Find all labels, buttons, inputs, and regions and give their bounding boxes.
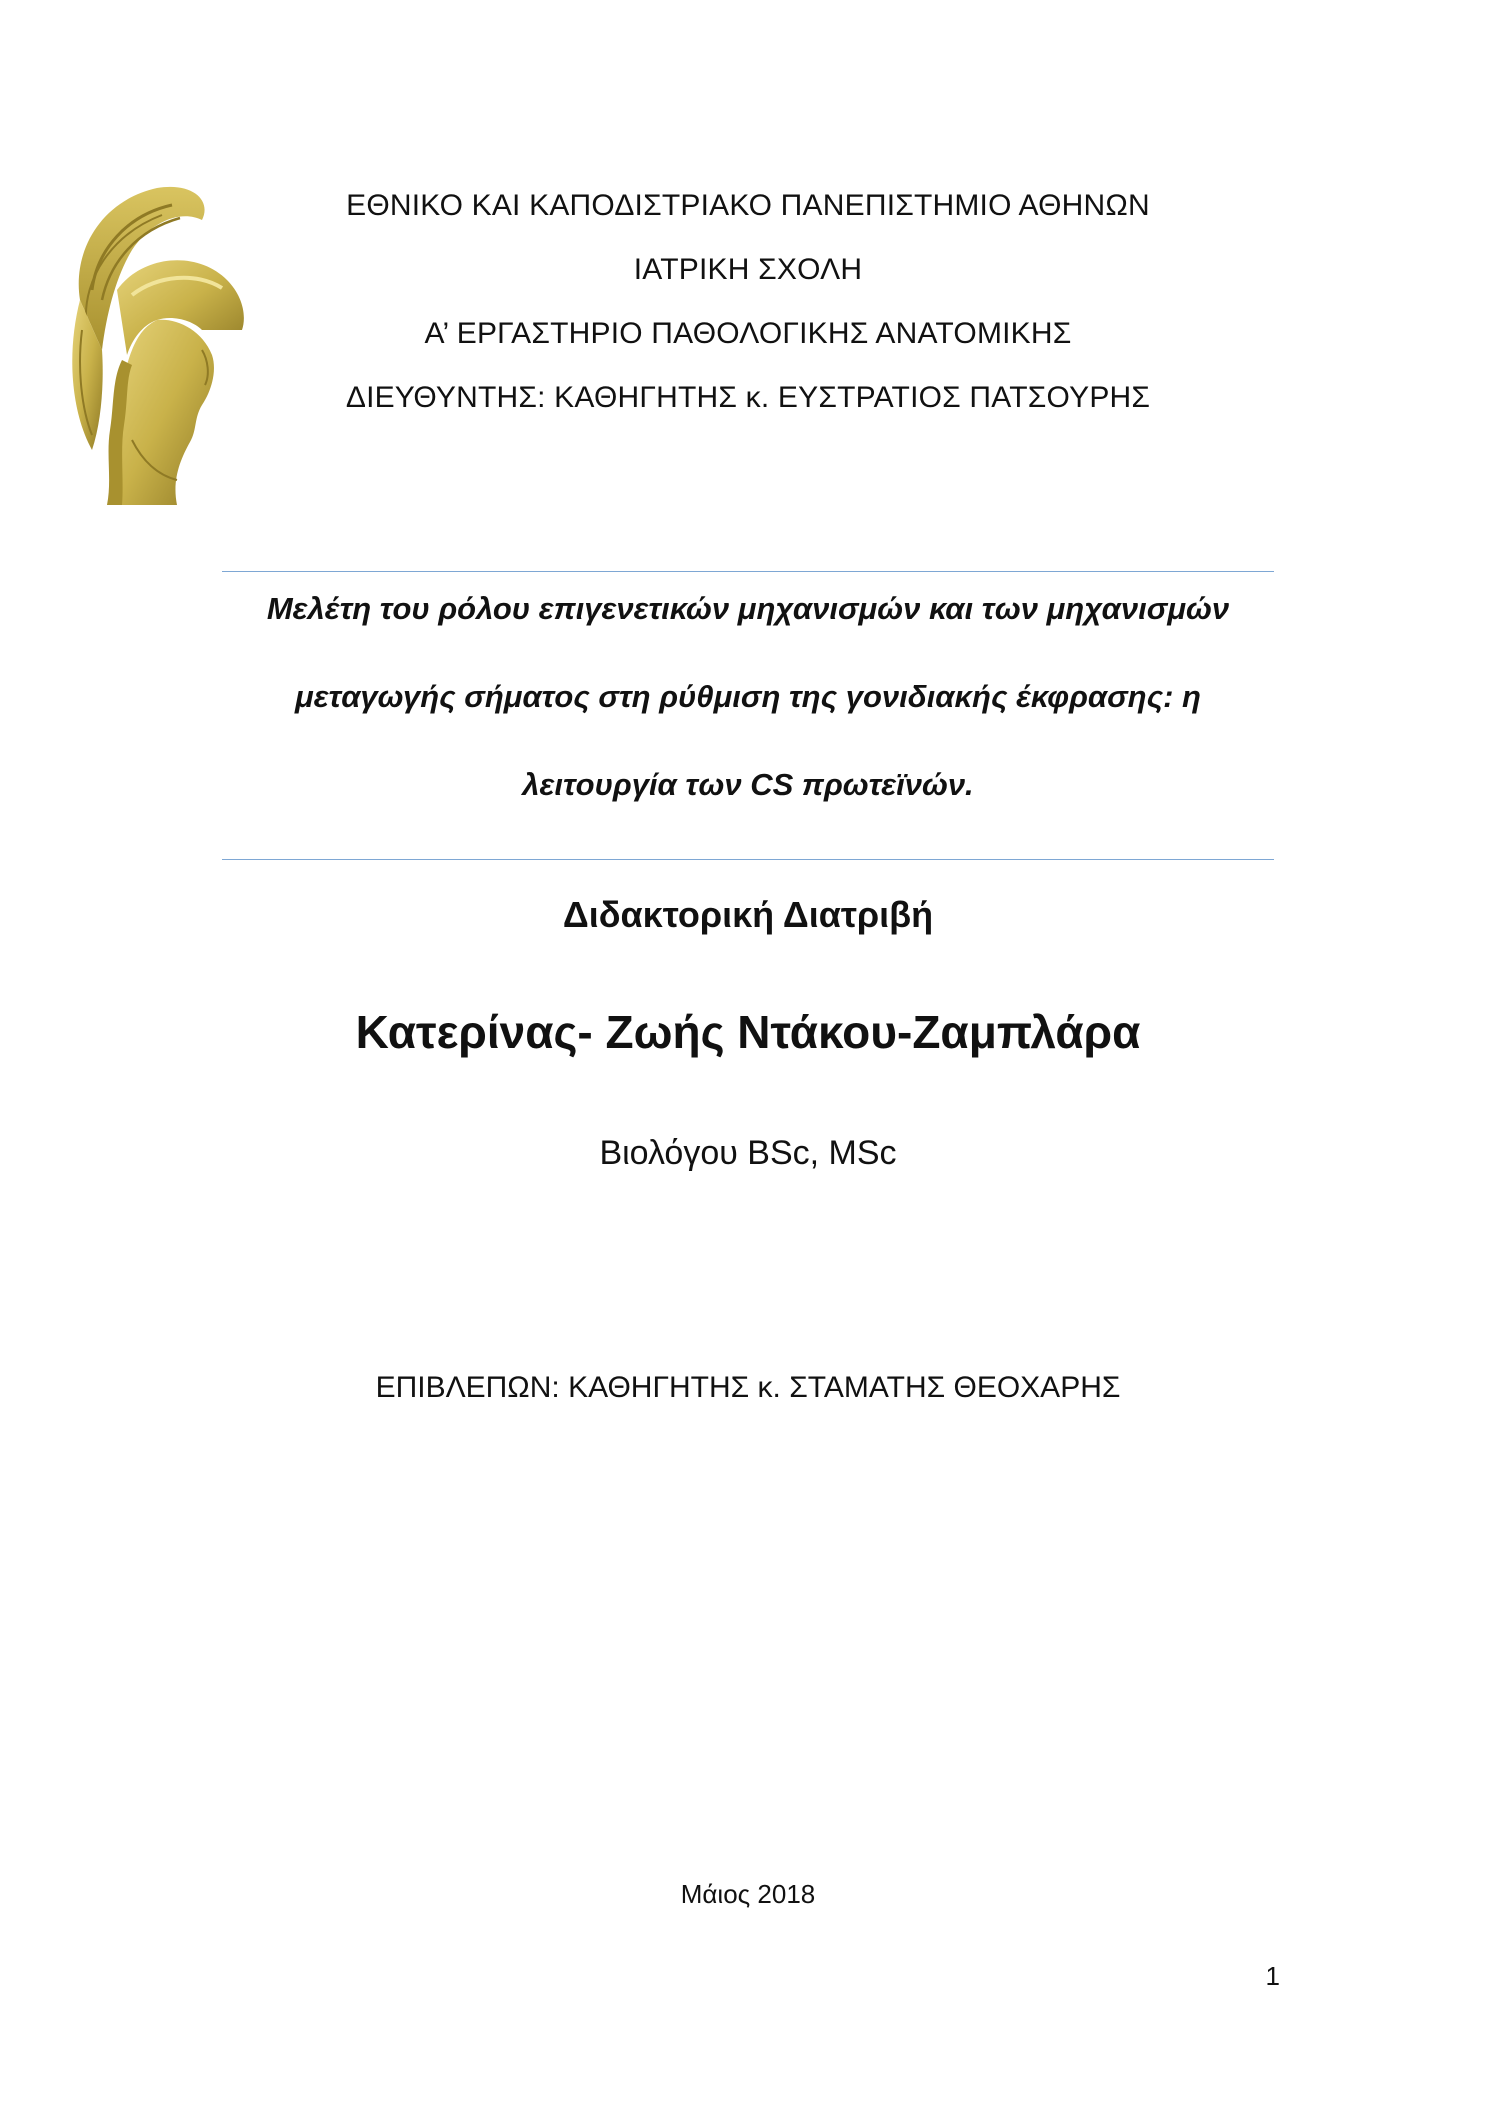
school-name: ΙΑΤΡΙΚΗ ΣΧΟΛΗ [633, 253, 863, 286]
document-type: Διδακτορική Διατριβή [562, 894, 934, 935]
supervisor-line: ΕΠΙΒΛΕΠΩΝ: ΚΑΘΗΓΗΤΗΣ κ. ΣΤΑΜΑΤΗΣ ΘΕΟΧΑΡΗΣ [375, 1371, 1121, 1404]
thesis-title-line-1: Μελέτη του ρόλου επιγενετικών μηχανισμών και των μηχανισμών [266, 591, 1230, 626]
title-bottom-rule [222, 859, 1274, 860]
thesis-title-line-2: μεταγωγής σήματος στη ρύθμιση της γονιδιακής έκφρασης: η [295, 679, 1201, 714]
thesis-title-line-3: λειτουργία των CS πρωτεϊνών. [522, 767, 974, 802]
author-degree: Βιολόγου BSc, MSc [599, 1134, 897, 1172]
title-top-rule [222, 571, 1274, 572]
university-name: ΕΘΝΙΚΟ ΚΑΙ ΚΑΠΟΔΙΣΤΡΙΑΚΟ ΠΑΝΕΠΙΣΤΗΜΙΟ ΑΘΗΝΩΝ [346, 189, 1150, 222]
page-number: 1 [1265, 1961, 1280, 1991]
publication-date: Μάιος 2018 [680, 1879, 816, 1909]
author-name: Κατερίνας- Ζωής Ντάκου-Ζαμπλάρα [355, 1006, 1141, 1058]
laboratory-name: Α’ ΕΡΓΑΣΤΗΡΙΟ ΠΑΘΟΛΟΓΙΚΗΣ ΑΝΑΤΟΜΙΚΗΣ [424, 317, 1072, 350]
director-line: ΔΙΕΥΘΥΝΤΗΣ: ΚΑΘΗΓΗΤΗΣ κ. ΕΥΣΤΡΑΤΙΟΣ ΠΑΤΣΟΥΡΗΣ [345, 381, 1151, 414]
